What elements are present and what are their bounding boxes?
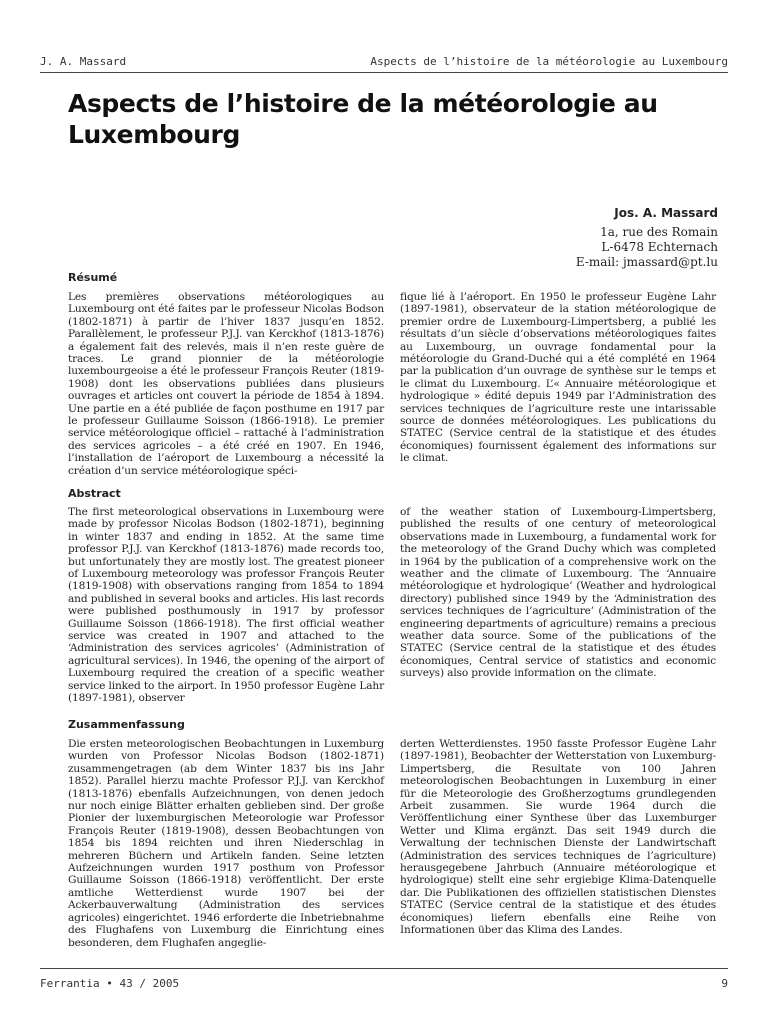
page-footer	[40, 974, 728, 992]
footer-journal: Ferrantia • 43 / 2005	[40, 976, 180, 990]
author-email: E-mail: jmassard@pt.lu	[575, 255, 718, 269]
author-block	[576, 206, 718, 270]
header-rule	[40, 72, 728, 73]
zusammenfassung-heading: Zusammenfassung	[68, 718, 185, 731]
abstract-column-2: of the weather station of Luxembourg-Limpertsberg, published the results of one century of meteorological observations made in Luxembourg, a fundamental work for the meteorology of the Grand Duchy which was completed in 1964 by the publication of a comprehensive work on the weather and the climate of Luxembourg. The ‘Annuaire météorologique et hydrologique’ (Weather and hydrological directory) published since 1949 by the ‘Administration des services techniques de l’agriculture’ (Administration of the engineering departments of agriculture) remains a precious weather data source. Some of the publications of the STATEC (Service central de la statistique et des études économiques, Central service of statistics and economic surveys) also provide information on the climate.	[400, 506, 716, 680]
author-name: Jos. A. Massard	[614, 206, 718, 220]
header-title: Aspects de l’histoire de la météorologie au Luxembourg	[370, 54, 728, 68]
resume-column-2: fique lié à l’aéroport. En 1950 le professeur Eugène Lahr (1897-1981), observateur de la station météorologique de premier ordre de Luxembourg-Limpertsberg, a publié les résultats d’un siècle d’observations météorologiques faites au Luxembourg, un ouvrage fondamental pour la météorologie du Grand-Duché qui a été complété en 1964 par la publication d’un ouvrage de synthèse sur le temps et le climat du Luxembourg. L’« Annuaire météorologique et hydrologique » édité depuis 1949 par l’Administration des services techniques de l’agriculture reste une intarissable source de données météorologiques. Les publications du STATEC (Service central de la statistique et des études économiques) fournissent également des informations sur le climat.	[400, 291, 716, 465]
resume-column-1: Les premières observations météorologiques au Luxembourg ont été faites par le professeur Nicolas Bodson (1802-1871) à partir de l’hiver 1837 jusqu’en 1852. Parallèlement, le professeur P.J.J. van Kerckhof (1813-1876) a également fait des relevés, mais il n’en reste guère de traces. Le grand pionnier de la météorologie luxembourgeoise a été le professeur François Reuter (1819-1908) dont les observations publiées dans plusieurs ouvrages et articles ont couvert la période de 1854 à 1894. Une partie en a été publiée de façon posthume en 1917 par le professeur Guillaume Soisson (1866-1918). Le premier service météorologique officiel – rattaché à l’administration des services agricoles – a été créé en 1907. En 1946, l’installation de l’aéroport de Luxembourg a nécessité la création d’un service météorologique spéci-	[68, 291, 384, 477]
abstract-heading: Abstract	[68, 487, 121, 500]
header-author: J. A. Massard	[40, 54, 127, 68]
article-title: Aspects de l’histoire de la météorologie au Luxembourg	[68, 89, 658, 149]
author-street: 1a, rue des Romain	[600, 225, 718, 239]
author-city: L-6478 Echternach	[601, 240, 718, 254]
zusammenfassung-column-2: derten Wetterdienstes. 1950 fasste Professor Eugène Lahr (1897-1981), Beobachter der Wetterstation von Luxemburg-Limpertsberg, die Resultate von 100 Jahren meteorologischen Beobachtungen in Luxemburg in einer für die Meteorologie des Großherzogtums grundlegenden Arbeit zusammen. Sie wurde 1964 durch die Veröffentlichung einer Synthese über das Luxemburger Wetter und Klima ergänzt. Das seit 1949 durch die Verwaltung der technischen Dienste der Landwirtschaft (Administration des services techniques de l’agriculture) herausgegebene Jahrbuch (Annuaire météorologique et hydrologique) stellt eine sehr ergiebige Klima-Datenquelle dar. Die Publikationen des offiziellen statistischen Dienstes STATEC (Service central de la statistique et des études économiques) liefern ebenfalls eine Reihe von Informationen über das Klima des Landes.	[400, 738, 716, 937]
zusammenfassung-column-1: Die ersten meteorologischen Beobachtungen in Luxemburg wurden von Professor Nicolas Bodson (1802-1871) zusammengetragen (ab dem Winter 1837 bis ins Jahr 1852). Parallel hierzu machte Professor P.J.J. van Kerckhof (1813-1876) ebenfalls Aufzeichnungen, von denen jedoch nur noch einige Blätter erhalten geblieben sind. Der große Pionier der luxemburgischen Meteorologie war Professor François Reuter (1819-1908), dessen Beobachtungen von 1854 bis 1894 reichten und ihren Niederschlag in mehreren Büchern und Artikeln fanden. Seine letzten Aufzeichnungen wurden 1917 posthum von Professor Guillaume Soisson (1866-1918) veröffentlicht. Der erste amtliche Wetterdienst wurde 1907 bei der Ackerbauverwaltung (Administration des services agricoles) eingerichtet. 1946 erforderte die Inbetriebnahme des Flughafens von Luxemburg die Einrichtung eines besonderen, dem Flughafen angeglie-	[68, 738, 384, 949]
footer-rule	[40, 968, 728, 969]
page-number: 9	[721, 976, 728, 990]
abstract-column-1: The first meteorological observations in Luxembourg were made by professor Nicolas Bodson (1802-1871), beginning in winter 1837 and ending in 1852. At the same time professor P.J.J. van Kerckhof (1813-1876) made records too, but unfortunately they are mostly lost. The greatest pioneer of Luxembourg meteorology was professor François Reuter (1819-1908) with observations ranging from 1854 to 1894 and published in several books and articles. His last records were published posthumously in 1917 by professor Guillaume Soisson (1866-1918). The first official weather service was created in 1907 and attached to the ‘Administration des services agricoles’ (Administration of agricultural services). In 1946, the opening of the airport of Luxembourg required the creation of a specific weather service linked to the airport. In 1950 professor Eugène Lahr (1897-1981), observer	[68, 506, 384, 705]
resume-heading: Résumé	[68, 271, 118, 284]
running-header	[40, 52, 728, 70]
